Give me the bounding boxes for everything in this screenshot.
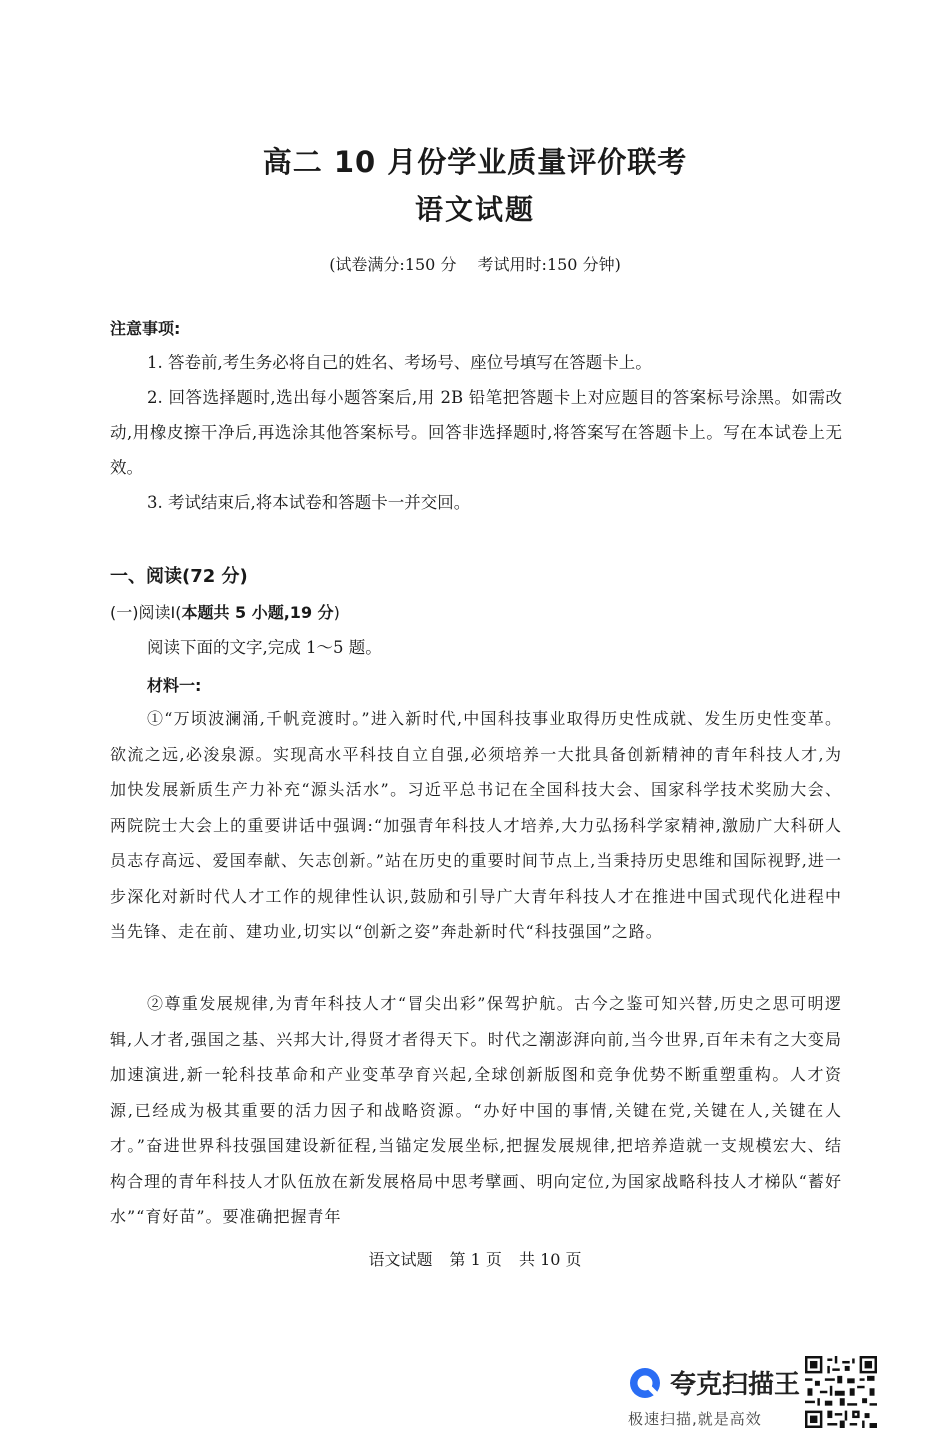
scanner-watermark: [626, 1360, 926, 1440]
exam-meta: [0, 252, 950, 275]
paragraph-1: ①“万顷波澜涌,千帆竞渡时。”进入新时代,中国科技事业取得历史性成就、发生历史性变革。欲流之远,必浚泉源。实现高水平科技自立自强,必须培养一大批具备创新精神的青年科技人才,为加快发展新质生产力补充“源头活水”。习近平总书记在全国科技大会、国家科学技术奖励大会、两院院士大会上的重要讲话中强调:“加强青年科技人才培养,大力弘扬科学家精神,激励广大科研人员志存高远、爱国奉献、矢志创新。”站在历史的重要时间节点上,当秉持历史思维和国际视野,进一步深化对新时代人才工作的规律性认识,鼓励和引导广大青年科技人才在推进中国式现代化进程中当先锋、走在前、建功业,切实以“创新之姿”奔赴新时代“科技强国”之路。: [110, 709, 842, 941]
notice-item-2: 2. 回答选择题时,选出每小题答案后,用 2B 铅笔把答题卡上对应题目的答案标号涂黑。如需改动,用橡皮擦干净后,再选涂其他答案标号。回答非选择题时,将答案写在答题卡上。写在本试卷上无效。: [110, 388, 842, 477]
footer-total: 共 10 页: [519, 1250, 582, 1269]
footer-subject: 语文试题: [368, 1250, 433, 1269]
time-info: 考试用时:150 分钟): [477, 255, 621, 274]
section-title: 一、阅读(72 分): [110, 566, 248, 587]
exam-title: 高二 10 月份学业质量评价联考: [262, 145, 688, 179]
subsection-title: [110, 600, 340, 623]
scanner-slogan: 极速扫描,就是高效: [628, 1410, 762, 1428]
footer-page: 第 1 页: [449, 1250, 502, 1269]
qr-code-icon: [805, 1356, 877, 1428]
subsection-suffix: ): [333, 603, 340, 622]
subject-title: 语文试题: [414, 193, 535, 226]
subsection-bold: 本题共 5 小题,19 分: [181, 603, 334, 622]
score-info: (试卷满分:150 分: [329, 255, 457, 274]
scanner-logo-icon: [628, 1366, 662, 1400]
notice-item-3: 3. 考试结束后,将本试卷和答题卡一并交回。: [147, 493, 471, 512]
notice-heading: 注意事项:: [110, 319, 181, 338]
material-label: 材料一:: [147, 676, 202, 695]
paragraph-2: ②尊重发展规律,为青年科技人才“冒尖出彩”保驾护航。古今之鉴可知兴替,历史之思可明逻辑,人才者,强国之基、兴邦大计,得贤才者得天下。时代之潮澎湃向前,当今世界,百年未有之大变局加速演进,新一轮科技革命和产业变革孕育兴起,全球创新版图和竞争优势不断重塑重构。人才资源,已经成为极其重要的活力因子和战略资源。“办好中国的事情,关键在党,关键在人,关键在人才。”奋进世界科技强国建设新征程,当锚定发展坐标,把握发展规律,把培养造就一支规模宏大、结构合理的青年科技人才队伍放在新发展格局中思考擘画、明向定位,为国家战略科技人才梯队“蓄好水”“育好苗”。要准确把握青年: [110, 994, 842, 1226]
scanner-brand: 夸克扫描王: [670, 1370, 801, 1400]
notice-item-1: 1. 答卷前,考生务必将自己的姓名、考场号、座位号填写在答题卡上。: [147, 353, 652, 372]
page-footer: [0, 1247, 950, 1270]
reading-instruction: 阅读下面的文字,完成 1～5 题。: [147, 638, 382, 657]
subsection-prefix: (一)阅读Ⅰ(: [110, 603, 182, 622]
